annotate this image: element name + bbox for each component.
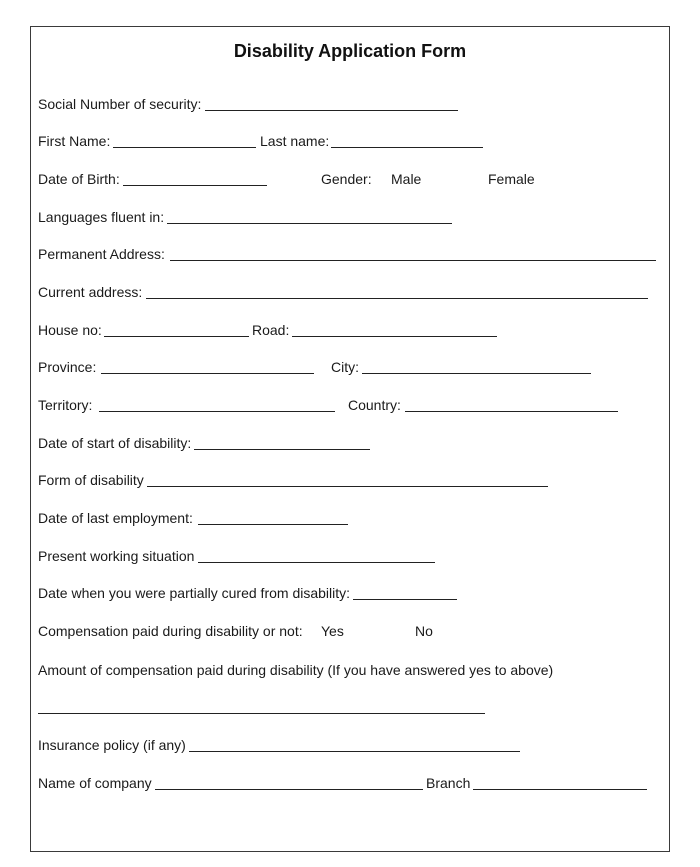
road-label: Road: [252,322,290,338]
last-name-label: Last name: [260,133,330,149]
first-name-label: First Name: [38,133,111,149]
branch-label: Branch [426,775,471,791]
permanent-address-line[interactable] [170,260,656,261]
company-name-label: Name of company [38,775,152,791]
last-employment-label: Date of last employment: [38,510,193,526]
amount-compensation-line[interactable] [38,713,485,714]
dob-line[interactable] [123,185,267,186]
partially-cured-label: Date when you were partially cured from disability: [38,585,351,601]
form-of-disability-line[interactable] [147,486,548,487]
first-name-line[interactable] [113,147,256,148]
compensation-yes-option[interactable]: Yes [321,623,344,639]
current-address-label: Current address: [38,284,143,300]
last-name-line[interactable] [331,147,483,148]
partially-cured-line[interactable] [353,599,457,600]
present-working-label: Present working situation [38,548,195,564]
present-working-line[interactable] [198,562,435,563]
branch-line[interactable] [473,789,647,790]
road-line[interactable] [292,336,497,337]
company-name-line[interactable] [155,789,423,790]
amount-compensation-label: Amount of compensation paid during disability (If you have answered yes to above) [38,662,554,678]
insurance-policy-line[interactable] [189,751,520,752]
compensation-label: Compensation paid during disability or not: [38,623,303,639]
languages-label: Languages fluent in: [38,209,165,225]
social-number-line[interactable] [205,110,458,111]
city-label: City: [331,359,359,375]
province-line[interactable] [101,373,314,374]
permanent-address-label: Permanent Address: [38,246,165,262]
insurance-policy-label: Insurance policy (if any) [38,737,186,753]
compensation-no-option[interactable]: No [415,623,433,639]
territory-line[interactable] [99,411,335,412]
country-label: Country: [348,397,401,413]
form-title: Disability Application Form [233,41,467,61]
gender-label: Gender: [321,171,372,187]
gender-female-option[interactable]: Female [488,171,535,187]
territory-label: Territory: [38,397,93,413]
gender-male-option[interactable]: Male [391,171,422,187]
social-number-label: Social Number of security: [38,96,202,112]
languages-line[interactable] [167,223,452,224]
date-start-disability-line[interactable] [194,449,370,450]
date-start-disability-label: Date of start of disability: [38,435,192,451]
city-line[interactable] [362,373,591,374]
last-employment-line[interactable] [198,524,348,525]
country-line[interactable] [405,411,618,412]
current-address-line[interactable] [146,298,648,299]
dob-label: Date of Birth: [38,171,120,187]
house-no-label: House no: [38,322,102,338]
house-no-line[interactable] [104,336,249,337]
form-of-disability-label: Form of disability [38,472,144,488]
province-label: Province: [38,359,97,375]
